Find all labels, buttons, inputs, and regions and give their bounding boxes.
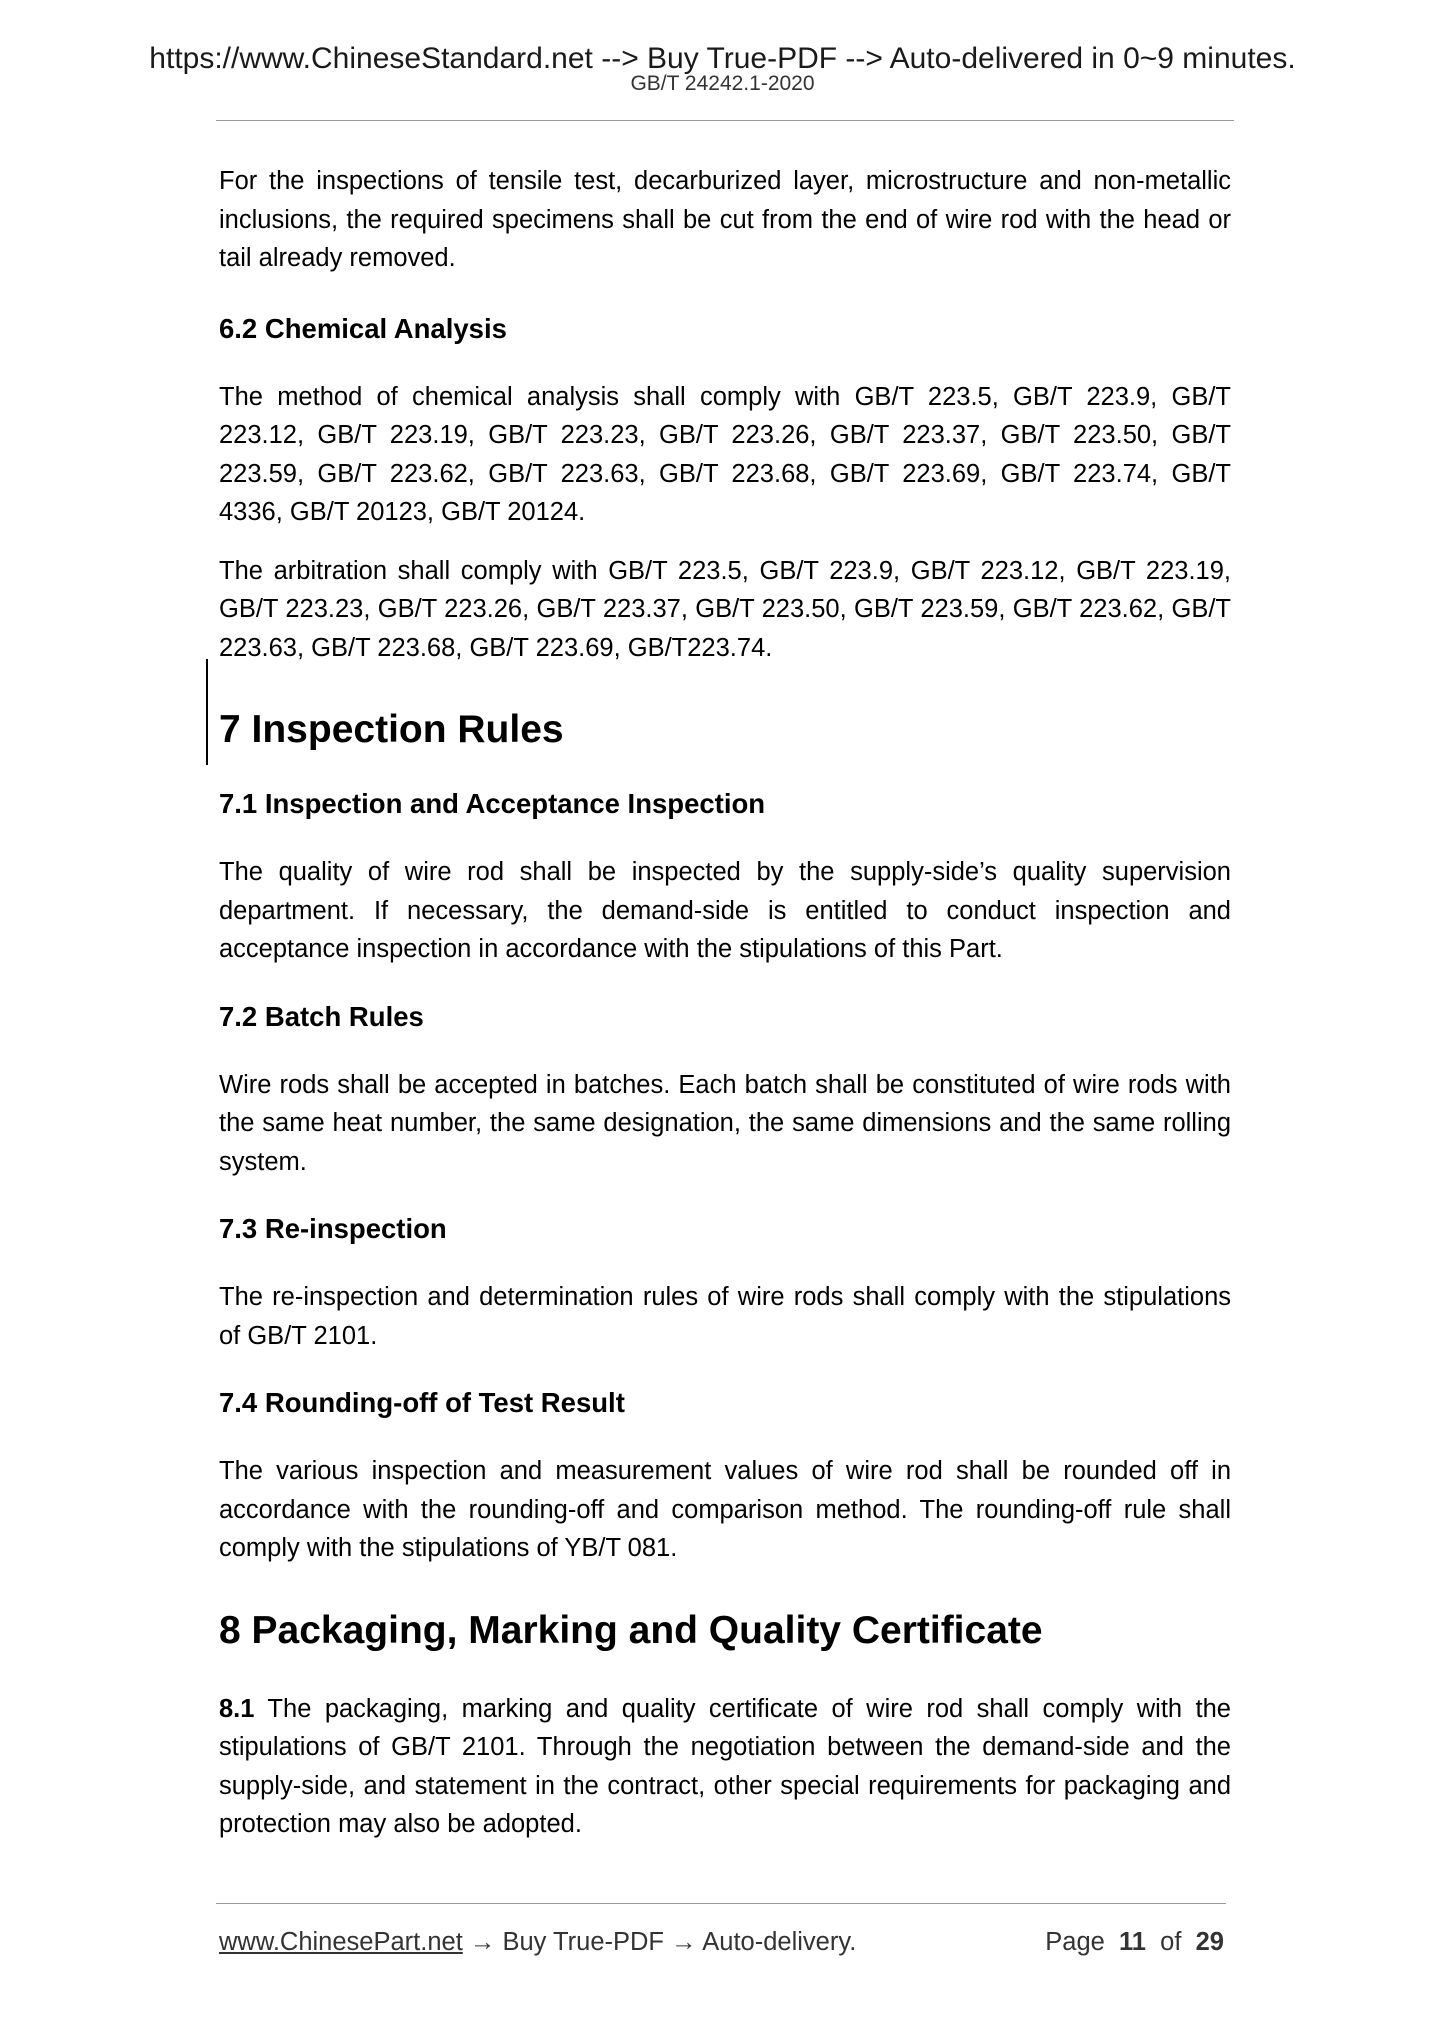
paragraph-7-4: The various inspection and measurement values of wire rod shall be rounded off in accordance with the rounding-off and comparison method. The rounding-off rule shall comply with the stipulations of YB/T 081. — [219, 1457, 1231, 1562]
of-label: of — [1160, 1928, 1182, 1956]
top-banner: https://www.ChineseStandard.net --> Buy True-PDF --> Auto-delivered in 0~9 minutes. — [149, 42, 1296, 75]
intro-paragraph: For the inspections of tensile test, decarburized layer, microstructure and non-metallic inclusions, the required specimens shall be cut from the end of wire rod with the head or tail already removed. — [219, 167, 1231, 272]
heading-8: 8 Packaging, Marking and Quality Certificate — [219, 1608, 1043, 1652]
heading-7-4: 7.4 Rounding-off of Test Result — [219, 1387, 625, 1418]
heading-7: 7 Inspection Rules — [219, 708, 564, 751]
clause-text-8-1: The packaging, marking and quality certificate of wire rod shall comply with the stipulations of GB/T 2101. Through the negotiation between the demand-side and the supply-side, and statement in the contract, other special requirements for packaging and protection may also be adopted. — [219, 1694, 1231, 1838]
paragraph-7-3: The re-inspection and determination rules of wire rods shall comply with the stipulations of GB/T 2101. — [219, 1283, 1231, 1350]
heading-7-3: 7.3 Re-inspection — [219, 1213, 447, 1244]
footer-divider — [216, 1903, 1226, 1904]
document-body — [219, 162, 1231, 1844]
heading-7-1: 7.1 Inspection and Acceptance Inspection — [219, 788, 766, 819]
page-indicator — [1045, 1926, 1224, 1958]
paragraph-6-2-arbitration: The arbitration shall comply with GB/T 223.5, GB/T 223.9, GB/T 223.12, GB/T 223.19, GB/T 223.23, GB/T 223.26, GB/T 223.37, GB/T 223.50, GB/T 223.59, GB/T 223.62, GB/T 223.63, GB/T 223.68, GB/T 223.69, GB/T223.74. — [219, 556, 1231, 662]
footer-link[interactable]: www.ChinesePart.net — [219, 1928, 463, 1956]
header-divider — [216, 120, 1234, 121]
footer-promo — [219, 1926, 856, 1958]
paragraph-7-2: Wire rods shall be accepted in batches. Each batch shall be constituted of wire rods with the same heat number, the same designation, the same dimensions and the same rolling system. — [219, 1070, 1231, 1176]
total-pages: 29 — [1195, 1928, 1224, 1956]
paragraph-6-2-method: The method of chemical analysis shall comply with GB/T 223.5, GB/T 223.9, GB/T 223.12, GB/T 223.19, GB/T 223.23, GB/T 223.26, GB/T 223.37, GB/T 223.50, GB/T 223.59, GB/T 223.62, GB/T 223.63, GB/T 223.68, GB/T 223.69, GB/T 223.74, GB/T 4336, GB/T 20123, GB/T 20124. — [219, 382, 1231, 526]
heading-7-2: 7.2 Batch Rules — [219, 1000, 424, 1032]
clause-number-8-1: 8.1 — [219, 1694, 255, 1723]
heading-6-2: 6.2 Chemical Analysis — [219, 312, 507, 344]
section-7-heading-wrap — [219, 707, 1231, 753]
footer-tagline: → Buy True-PDF → Auto-delivery. — [462, 1928, 857, 1956]
paragraph-7-1: The quality of wire rod shall be inspected by the supply-side’s quality supervision department. If necessary, the demand-side is entitled to conduct inspection and acceptance inspection in accordance with the stipulations of this Part. — [219, 858, 1231, 963]
page-number: 11 — [1119, 1928, 1146, 1956]
page-label: Page — [1045, 1928, 1105, 1956]
change-bar — [206, 659, 208, 765]
paragraph-8-1 — [219, 1690, 1231, 1844]
standard-code: GB/T 24242.1-2020 — [630, 72, 815, 95]
